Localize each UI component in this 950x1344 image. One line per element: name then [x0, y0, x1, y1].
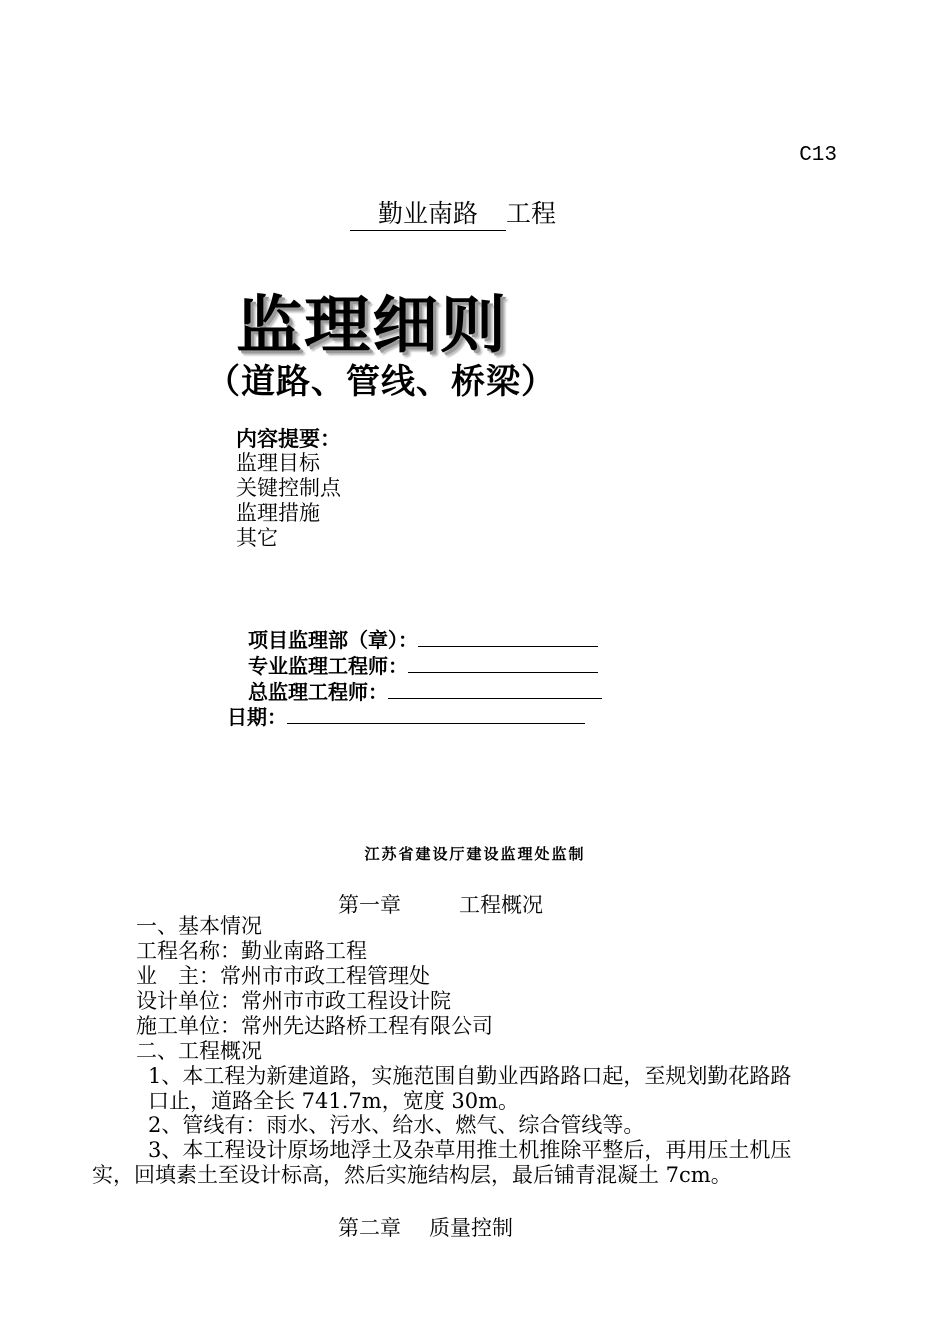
contents-heading: 内容提要： — [236, 426, 341, 451]
contractor-line: 施工单位：常州先达路桥工程有限公司 — [136, 1014, 493, 1038]
issuer-line: 江苏省建设厅建设监理处监制 — [364, 845, 586, 863]
signature-dept-row — [248, 624, 598, 653]
project-title-line — [350, 194, 556, 231]
overview-item1-line1: 1、本工程为新建道路，实施范围自勤业西路路口起，至规划勤花路路 — [148, 1064, 792, 1088]
overview-item1-line2: 口止，道路全长 741.7m，宽度 30m。 — [148, 1089, 520, 1113]
document-title: 监理细则 — [236, 288, 508, 362]
signature-specialist-blank — [408, 654, 598, 673]
chapter1-title: 工程概况 — [459, 893, 543, 917]
signature-specialist-label: 专业监理工程师： — [248, 654, 408, 678]
chapter2-label: 第二章 — [338, 1216, 401, 1240]
project-name-line: 工程名称：勤业南路工程 — [136, 939, 367, 963]
designer-line: 设计单位：常州市市政工程设计院 — [136, 989, 451, 1013]
chapter2-heading — [338, 1212, 513, 1242]
contents-summary — [236, 426, 341, 551]
contents-item: 监理目标 — [236, 451, 320, 475]
contents-item: 其它 — [236, 526, 278, 550]
overview-item3-line1: 3、本工程设计原场地浮土及杂草用推土机推除平整后，再用压土机压 — [148, 1138, 792, 1162]
chapter2-title: 质量控制 — [429, 1216, 513, 1240]
signature-date-row — [227, 701, 585, 730]
signature-dept-label: 项目监理部（章）： — [248, 628, 418, 652]
document-subtitle: （道路、管线、桥梁） — [206, 362, 556, 402]
owner-line: 业 主：常州市市政工程管理处 — [136, 964, 430, 988]
signature-specialist-row — [248, 650, 598, 679]
overview-item2: 2、管线有：雨水、污水、给水、燃气、综合管线等。 — [148, 1113, 645, 1137]
section-heading: 二、工程概况 — [136, 1039, 262, 1063]
signature-chief-label: 总监理工程师： — [248, 680, 388, 704]
signature-date-label: 日期： — [227, 705, 287, 729]
overview-item3-line2: 实，回填素土至设计标高，然后实施结构层，最后铺青混凝土 7cm。 — [92, 1163, 732, 1187]
project-suffix: 工程 — [506, 199, 557, 228]
section-heading: 一、基本情况 — [136, 914, 262, 938]
chapter1-label: 第一章 — [338, 893, 401, 917]
contents-item: 关键控制点 — [236, 476, 341, 500]
chapter1-basic-info — [136, 914, 493, 1064]
project-name: 勤业南路 — [350, 194, 506, 231]
signature-dept-blank — [418, 628, 598, 647]
signature-chief-blank — [388, 680, 602, 699]
contents-item: 监理措施 — [236, 501, 320, 525]
document-code: C13 — [799, 144, 837, 167]
signature-date-blank — [287, 705, 585, 724]
